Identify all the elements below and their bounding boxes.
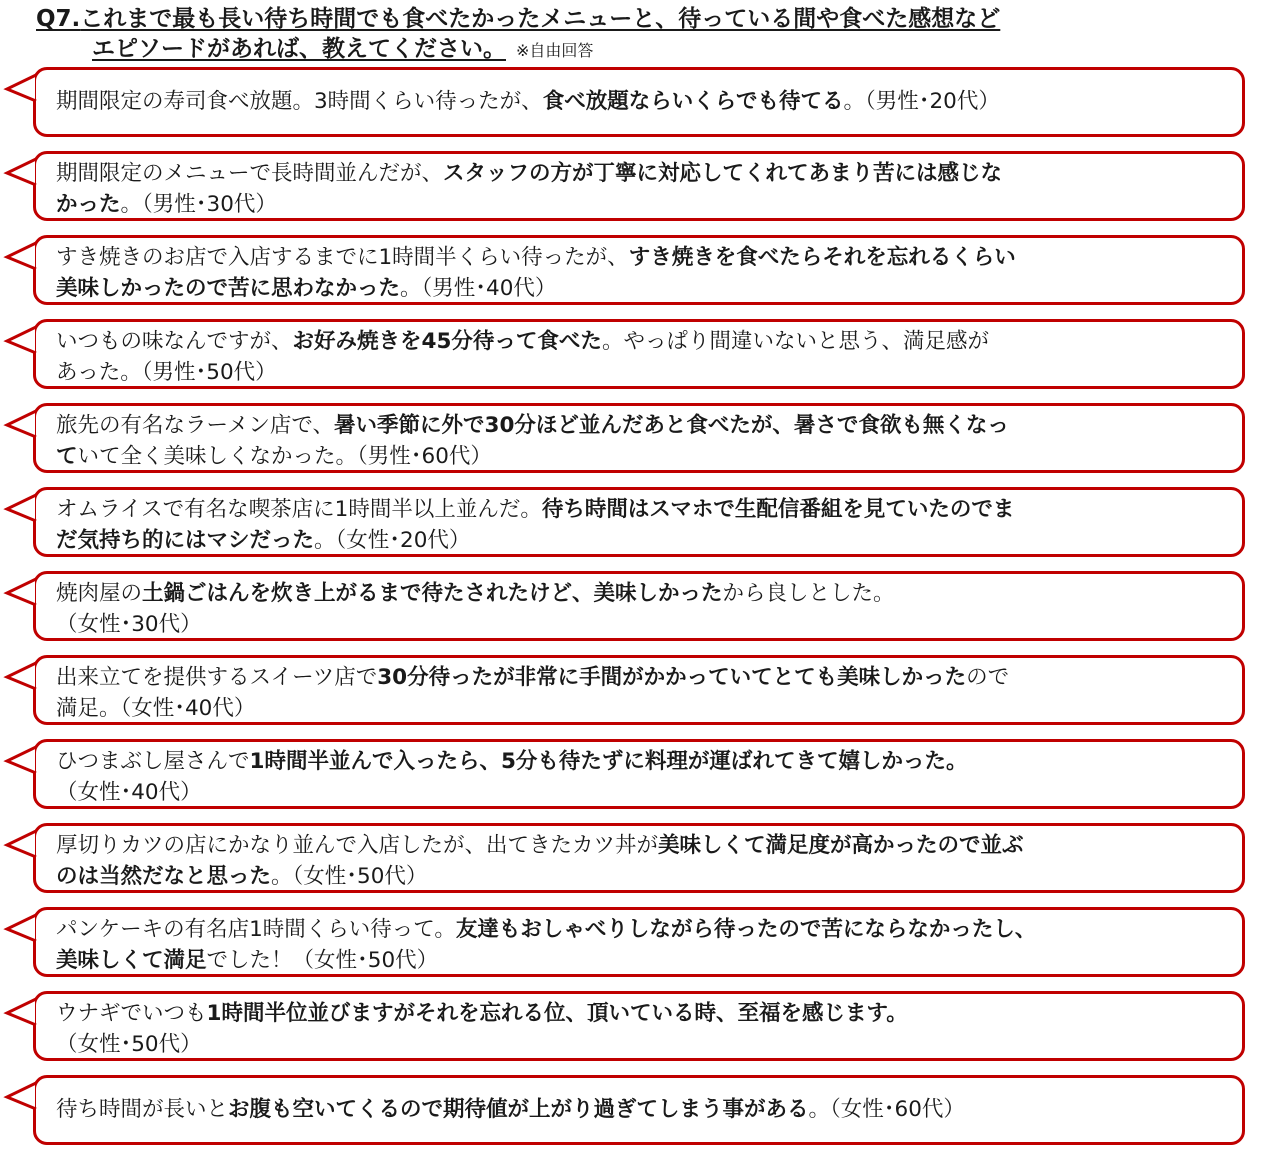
response-highlight: 食べ放題ならいくらでも待てる bbox=[542, 89, 844, 114]
response-bubble bbox=[33, 235, 1245, 305]
response-text: すき焼きのお店で入店するまでに1時間半くらい待ったが、 bbox=[56, 245, 629, 270]
response-text: 。（男性･20代） bbox=[843, 89, 1000, 114]
response-highlight: だ気持ち的にはマシだった bbox=[56, 528, 315, 553]
response-text: 。（女性･60代） bbox=[808, 1097, 965, 1122]
bubble-tail bbox=[5, 995, 37, 1029]
bubble-tail bbox=[5, 71, 37, 105]
response-bubble bbox=[33, 655, 1245, 725]
response-text: パンケーキの有名店1時間くらい待って。 bbox=[56, 917, 456, 942]
response-bubble bbox=[33, 991, 1245, 1061]
response-bubble bbox=[33, 151, 1245, 221]
response-bubble bbox=[33, 403, 1245, 473]
response-text: 。（女性･50代） bbox=[271, 864, 428, 889]
response-highlight: 待ち時間はスマホで生配信番組を見ていたのでま bbox=[541, 497, 1015, 522]
bubble-tail bbox=[5, 323, 37, 357]
response-text: 。（男性･40代） bbox=[400, 276, 557, 301]
response-highlight: 30分待ったが非常に手間がかかっていてとても美味しかった bbox=[377, 665, 967, 690]
response-bubble bbox=[33, 823, 1245, 893]
response-highlight: 1時間半位並びますがそれを忘れる位、頂いている時、至福を感じます。 bbox=[206, 1001, 908, 1026]
free-answer-note: ※自由回答 bbox=[516, 41, 594, 60]
bubble-tail bbox=[5, 575, 37, 609]
response-text: でした！（女性･50代） bbox=[206, 948, 439, 973]
response-text: （女性･50代） bbox=[56, 1032, 202, 1057]
response-highlight: お腹も空いてくるので期待値が上がり過ぎてしまう事がある bbox=[228, 1097, 809, 1122]
response-highlight: 1時間半並んで入ったら、5分も待たずに料理が運ばれてきて嬉しかった。 bbox=[249, 749, 968, 774]
response-text: ひつまぶし屋さんで bbox=[56, 749, 250, 774]
bubble-tail bbox=[5, 1079, 37, 1113]
response-text: から良しとした。 bbox=[722, 581, 895, 606]
response-text: 。（男性･30代） bbox=[120, 192, 277, 217]
response-highlight: かった bbox=[56, 192, 121, 217]
response-bubble bbox=[33, 571, 1245, 641]
response-highlight: 暑い季節に外で30分ほど並んだあと食べたが、暑さで食欲も無くなっ bbox=[334, 413, 1009, 438]
bubble-tail bbox=[5, 155, 37, 189]
response-highlight: て bbox=[56, 444, 78, 469]
response-highlight: お好み焼きを45分待って食べた bbox=[292, 329, 602, 354]
response-bubble bbox=[33, 319, 1245, 389]
response-text: （女性･40代） bbox=[56, 780, 202, 805]
response-bubble bbox=[33, 1075, 1245, 1145]
response-bubble bbox=[33, 67, 1245, 137]
response-text: 待ち時間が長いと bbox=[56, 1097, 229, 1122]
bubble-tail bbox=[5, 827, 37, 861]
question-line-2 bbox=[36, 34, 1236, 66]
response-text: いて全く美味しくなかった。（男性･60代） bbox=[77, 444, 492, 469]
response-text: 期間限定の寿司食べ放題。3時間くらい待ったが、 bbox=[56, 89, 543, 114]
response-bubble bbox=[33, 739, 1245, 809]
response-highlight: スタッフの方が丁寧に対応してくれてあまり苦には感じな bbox=[443, 161, 1003, 186]
bubble-tail bbox=[5, 491, 37, 525]
response-text: 満足。（女性･40代） bbox=[56, 696, 256, 721]
response-highlight: 美味しかったので苦に思わなかった bbox=[56, 276, 401, 301]
response-highlight: のは当然だなと思った bbox=[56, 864, 272, 889]
bubble-tail bbox=[5, 659, 37, 693]
bubble-tail bbox=[5, 407, 37, 441]
question-text-1: これまで最も長い待ち時間でも食べたかったメニューと、待っている間や食べた感想など bbox=[80, 6, 1001, 32]
response-highlight: すき焼きを食べたらそれを忘れるくらい bbox=[628, 245, 1016, 270]
response-text: 。やっぱり間違いないと思う、満足感が bbox=[601, 329, 989, 354]
response-bubble bbox=[33, 487, 1245, 557]
response-highlight: 土鍋ごはんを炊き上がるまで待たされたけど、美味しかった bbox=[142, 581, 723, 606]
response-bubble bbox=[33, 907, 1245, 977]
response-text: 期間限定のメニューで長時間並んだが、 bbox=[56, 161, 444, 186]
response-highlight: 美味しくて満足度が高かったので並ぶ bbox=[658, 833, 1024, 858]
response-text: あった。（男性･50代） bbox=[56, 360, 277, 385]
bubble-tail bbox=[5, 743, 37, 777]
response-text: オムライスで有名な喫茶店に1時間半以上並んだ。 bbox=[56, 497, 542, 522]
response-text: ウナギでいつも bbox=[56, 1001, 207, 1026]
response-text: （女性･30代） bbox=[56, 612, 202, 637]
question-text-2: エピソードがあれば、教えてください。 bbox=[92, 36, 506, 62]
question-heading bbox=[36, 4, 1236, 66]
response-highlight: 友達もおしゃべりしながら待ったので苦にならなかったし、 bbox=[455, 917, 1037, 942]
response-highlight: 美味しくて満足 bbox=[56, 948, 207, 973]
response-text: ので bbox=[966, 665, 1010, 690]
bubble-tail bbox=[5, 239, 37, 273]
bubble-tail bbox=[5, 911, 37, 945]
response-text: 旅先の有名なラーメン店で、 bbox=[56, 413, 334, 438]
response-text: 出来立てを提供するスイーツ店で bbox=[56, 665, 378, 690]
question-number: Q7. bbox=[36, 6, 81, 32]
response-text: 厚切りカツの店にかなり並んで入店したが、出てきたカツ丼が bbox=[56, 833, 659, 858]
question-line-1 bbox=[36, 4, 1236, 34]
response-text: 。（女性･20代） bbox=[314, 528, 471, 553]
response-text: いつもの味なんですが、 bbox=[56, 329, 293, 354]
response-text: 焼肉屋の bbox=[56, 581, 143, 606]
